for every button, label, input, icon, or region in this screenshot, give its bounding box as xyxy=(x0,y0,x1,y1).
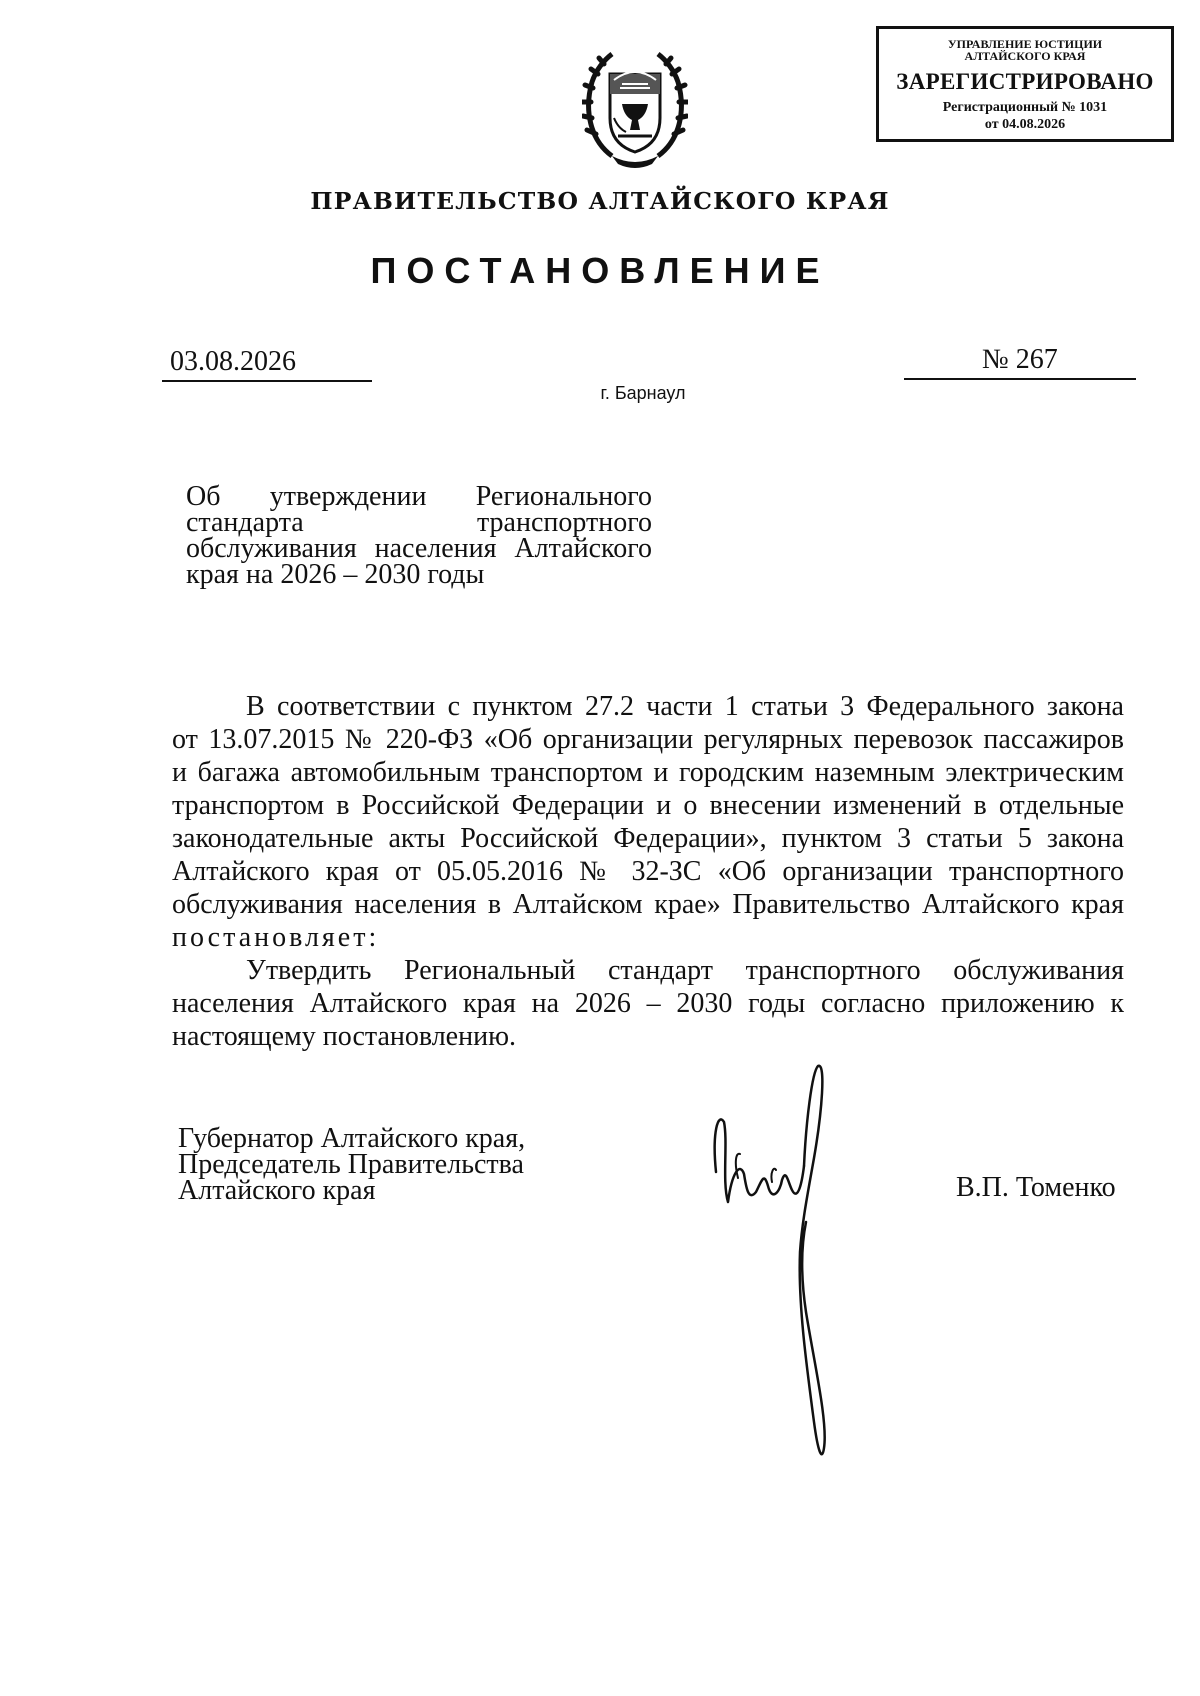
body-line: Утвердить Региональный стандарт транспортного обслуживания xyxy=(246,955,1124,986)
stamp-org-line-2: АЛТАЙСКОГО КРАЯ xyxy=(964,49,1086,63)
document-type: ПОСТАНОВЛЕНИЕ xyxy=(370,250,830,291)
handwritten-signature xyxy=(710,1062,850,1462)
position-line: Губернатор Алтайского края, xyxy=(178,1123,526,1154)
position-line: Алтайского края xyxy=(178,1175,376,1206)
stamp-registration-date: от 04.08.2026 xyxy=(984,117,1066,132)
registration-stamp xyxy=(876,26,1174,142)
decree-number: № 267 xyxy=(982,344,1058,375)
subject-line: края на 2026 – 2030 годы xyxy=(186,559,485,590)
body-line: и багажа автомобильным транспортом и городским наземным электрическим xyxy=(172,757,1124,788)
body-line: от 13.07.2015 № 220-ФЗ «Об организации регулярных перевозок пассажиров xyxy=(172,724,1124,755)
body-line: настоящему постановлению. xyxy=(172,1021,516,1052)
body-line: населения Алтайского края на 2026 – 2030 годы согласно приложению к xyxy=(172,988,1124,1019)
city: г. Барнаул xyxy=(600,383,686,403)
signatory-position xyxy=(178,1123,526,1206)
date-underline xyxy=(162,380,372,382)
decree-date: 03.08.2026 xyxy=(170,346,296,377)
number-underline xyxy=(904,378,1136,380)
body-line: В соответствии с пунктом 27.2 части 1 статьи 3 Федерального закона xyxy=(246,691,1124,722)
stamp-org-line-1: УПРАВЛЕНИЕ ЮСТИЦИИ xyxy=(947,37,1103,51)
resolves-word: постановляет: xyxy=(172,922,380,953)
signatory-name: В.П. Томенко xyxy=(956,1172,1116,1203)
stamp-organization xyxy=(879,38,1171,62)
stamp-registration-number: Регистрационный № 1031 xyxy=(942,100,1108,115)
subject-line: Об утверждении Регионального xyxy=(186,481,652,512)
decree-subject xyxy=(186,481,652,590)
body-line: законодательные акты Российской Федерации», пунктом 3 статьи 5 закона xyxy=(172,823,1124,854)
subject-line: стандарта транспортного xyxy=(186,507,652,538)
position-line: Председатель Правительства xyxy=(178,1149,524,1180)
body-line: Алтайского края от 05.05.2016 № 32-ЗС «Об организации транспортного xyxy=(172,856,1124,887)
coat-of-arms-icon xyxy=(582,44,688,170)
subject-line: обслуживания населения Алтайского xyxy=(186,533,652,564)
stamp-status: ЗАРЕГИСТРИРОВАНО xyxy=(896,69,1154,94)
preamble-paragraph xyxy=(172,690,1124,1053)
government-name: ПРАВИТЕЛЬСТВО АЛТАЙСКОГО КРАЯ xyxy=(310,187,890,215)
body-line: обслуживания населения в Алтайском крае» Правительство Алтайского края xyxy=(172,889,1124,920)
body-line: транспортом в Российской Федерации и о внесении изменений в отдельные xyxy=(172,790,1124,821)
